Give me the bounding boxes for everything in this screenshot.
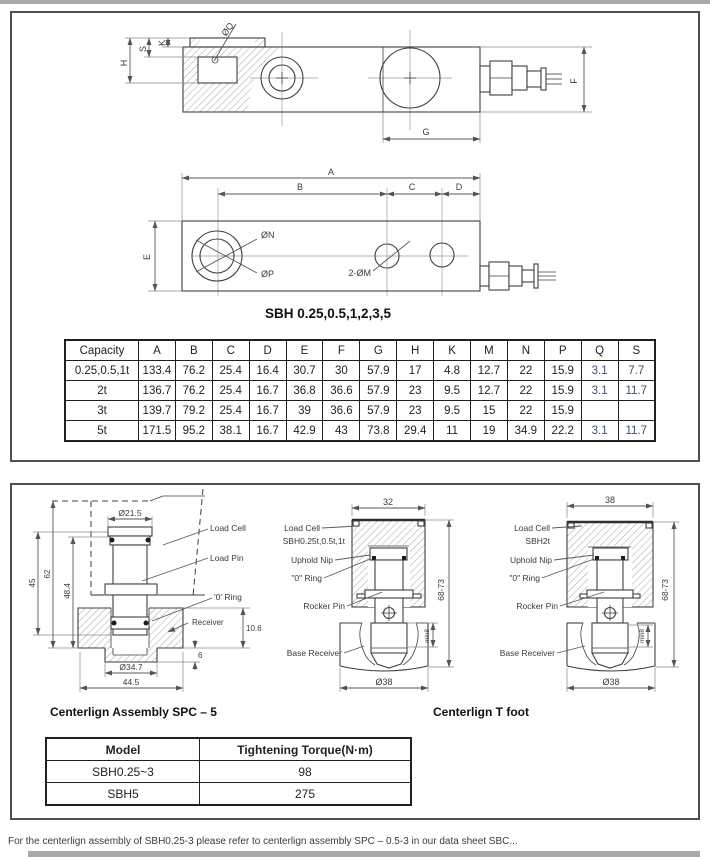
table-row [65,361,655,381]
table-cell: 22 [507,401,544,421]
dim-label-6873: 68-73 [436,579,446,601]
dim-label-K: K [157,39,167,47]
dim-label-G: G [422,127,430,137]
table-cell: 0.25,0.5,1t [65,361,139,381]
table-row [65,381,655,401]
header-row [65,340,655,361]
tfs-label-load-cell: Load Cell [284,523,320,533]
table-cell: 12.7 [471,381,508,401]
table-cell: SBH0.25~3 [46,761,200,783]
dim-label-dia38: Ø38 [375,677,393,687]
table-cell: 15.9 [544,401,581,421]
column-header: M [471,340,508,361]
spc-label-o-ring: '0' Ring [214,592,242,602]
dim-label-B: B [296,182,304,192]
tfs-label-model: SBH0.25t,0.5t,1t [282,536,345,546]
table-cell: 16.7 [249,421,286,442]
spc-label-receiver: Receiver [192,618,224,627]
top-view-drawing [135,165,575,300]
side-view-centerlines [250,30,452,130]
table-cell: 16.4 [249,361,286,381]
dim-label-F: F [569,78,579,84]
caption-t-foot: Centerlign T foot [433,705,529,719]
dim-label-A: A [327,167,335,177]
dim-label-45: 45 [28,578,37,588]
tfl-label-model: SBH2t [525,536,550,546]
dim-label-32: 32 [382,497,394,507]
dim-label-D: D [455,182,463,192]
table-cell: 23 [397,381,434,401]
table-cell: 76.2 [175,361,212,381]
table-row [65,401,655,421]
column-header: H [397,340,434,361]
table-cell [618,401,655,421]
cable-gland-side [480,61,562,95]
table-cell: 38.1 [212,421,249,442]
column-header: Capacity [65,340,139,361]
bottom-gray-bar [28,851,700,857]
table-cell: 22 [507,361,544,381]
table-cell: 57.9 [360,401,397,421]
dim-label-S: S [138,45,148,53]
table-cell: 9.5 [434,381,471,401]
dim-label-min8b: min8 [639,628,646,644]
table-cell: 15 [471,401,508,421]
table-cell: 39 [286,401,323,421]
cable-gland-top [480,262,556,290]
table-cell [581,401,618,421]
table-cell: 15.9 [544,361,581,381]
tfl-label-base-receiver: Base Receiver [499,648,555,658]
dim-label-E: E [142,253,152,261]
tfoot-small-drawing [260,491,480,703]
column-header: D [249,340,286,361]
table-cell: 25.4 [212,381,249,401]
dim-label-6873b: 68-73 [660,579,670,601]
table-cell: 9.5 [434,401,471,421]
table-cell: 275 [200,783,412,806]
table-cell: 17 [397,361,434,381]
dim-label-38: 38 [604,495,616,505]
table-cell: 36.6 [323,401,360,421]
table-row [65,421,655,442]
column-header: P [544,340,581,361]
torque-table [45,737,412,806]
table-cell: 7.7 [618,361,655,381]
table-cell: 57.9 [360,361,397,381]
table-cell: 5t [65,421,139,442]
header-row [46,738,411,761]
table-cell: 73.8 [360,421,397,442]
column-header: C [212,340,249,361]
table-cell: 11.7 [618,381,655,401]
dim-label-C: C [408,182,416,192]
column-header: E [286,340,323,361]
dim-label-62: 62 [43,569,52,579]
column-header: B [175,340,212,361]
table-cell: 16.7 [249,401,286,421]
dim-label-dia215: Ø21.5 [118,508,142,518]
column-header: K [434,340,471,361]
dim-label-OQ: ØQ [219,20,236,38]
table-cell: 30 [323,361,360,381]
column-header: A [139,340,176,361]
column-header: N [507,340,544,361]
table-cell: 25.4 [212,361,249,381]
drawing-caption: SBH 0.25,0.5,1,2,3,5 [264,306,392,321]
table-cell: 98 [200,761,412,783]
tfs-label-o-ring: "0" Ring [291,573,322,583]
table-cell: 43 [323,421,360,442]
assembly-panel [10,483,700,820]
table-cell: 2t [65,381,139,401]
tfoot-large-drawing [480,491,705,703]
table-cell: 4.8 [434,361,471,381]
table-cell: 34.9 [507,421,544,442]
column-header: Q [581,340,618,361]
table-cell: 23 [397,401,434,421]
table-cell: 36.6 [323,381,360,401]
table-cell: 12.7 [471,361,508,381]
dim-label-H: H [119,59,129,67]
table-cell: 25.4 [212,401,249,421]
tfl-label-load-cell: Load Cell [514,523,550,533]
table-cell: 3.1 [581,381,618,401]
dim-label-484: 48.4 [63,583,72,599]
tfl-label-rocker-pin: Rocker Pin [516,601,558,611]
table-cell: 22.2 [544,421,581,442]
spc-label-load-cell: Load Cell [210,523,246,533]
table-cell: 133.4 [139,361,176,381]
table-cell: 76.2 [175,381,212,401]
tfl-label-uphold-nip: Uphold Nip [509,555,552,565]
dim-label-dia38b: Ø38 [602,677,620,687]
table-cell: 3.1 [581,421,618,442]
tfs-label-rocker-pin: Rocker Pin [303,601,345,611]
table-cell: 19 [471,421,508,442]
tfs-label-base-receiver: Base Receiver [286,648,342,658]
table-cell: 11 [434,421,471,442]
dim-label-min8: min8 [424,628,431,644]
table-cell: 16.7 [249,381,286,401]
column-header: S [618,340,655,361]
table-cell: 36.8 [286,381,323,401]
drawing-panel [10,11,700,462]
footer-note: For the centerlign assembly of SBH0.25-3 please refer to centerlign assembly SPC – 0.5-3 in our data sheet SBC... [8,836,518,847]
table-cell: 136.7 [139,381,176,401]
tfl-label-o-ring: "0" Ring [509,573,540,583]
column-header: G [360,340,397,361]
top-view-centerlines [192,188,468,296]
side-view-drawing [100,20,680,155]
table-cell: 171.5 [139,421,176,442]
table-cell: 3.1 [581,361,618,381]
table-cell: 22 [507,381,544,401]
column-header: Tightening Torque(N·m) [200,738,412,761]
table-cell: SBH5 [46,783,200,806]
caption-spc-assembly: Centerlign Assembly SPC – 5 [50,705,217,719]
table-cell: 42.9 [286,421,323,442]
table-cell: 11.7 [618,421,655,442]
dim-label-ON: ØN [261,230,275,240]
table-row [46,783,411,806]
dim-label-6: 6 [198,651,203,660]
table-cell: 139.7 [139,401,176,421]
table-cell: 57.9 [360,381,397,401]
spc-assembly-drawing [20,491,260,703]
table-cell: 79.2 [175,401,212,421]
table-cell: 29.4 [397,421,434,442]
dim-label-445: 44.5 [122,677,140,687]
dimension-table [64,339,656,442]
spc-label-load-pin: Load Pin [210,553,244,563]
table-cell: 95.2 [175,421,212,442]
table-row [46,761,411,783]
dim-label-dia347: Ø34.7 [119,662,143,672]
column-header: Model [46,738,200,761]
tfs-label-uphold-nip: Uphold Nip [290,555,333,565]
top-view-extension-lines [148,173,480,291]
top-gray-bar [0,0,710,4]
dim-label-106: 10.6 [246,624,262,633]
table-cell: 30.7 [286,361,323,381]
spc-load-pin [105,527,157,635]
table-cell: 15.9 [544,381,581,401]
dim-label-2OM: 2-ØM [348,268,371,278]
column-header: F [323,340,360,361]
dim-label-OP: ØP [261,269,275,279]
table-cell: 3t [65,401,139,421]
